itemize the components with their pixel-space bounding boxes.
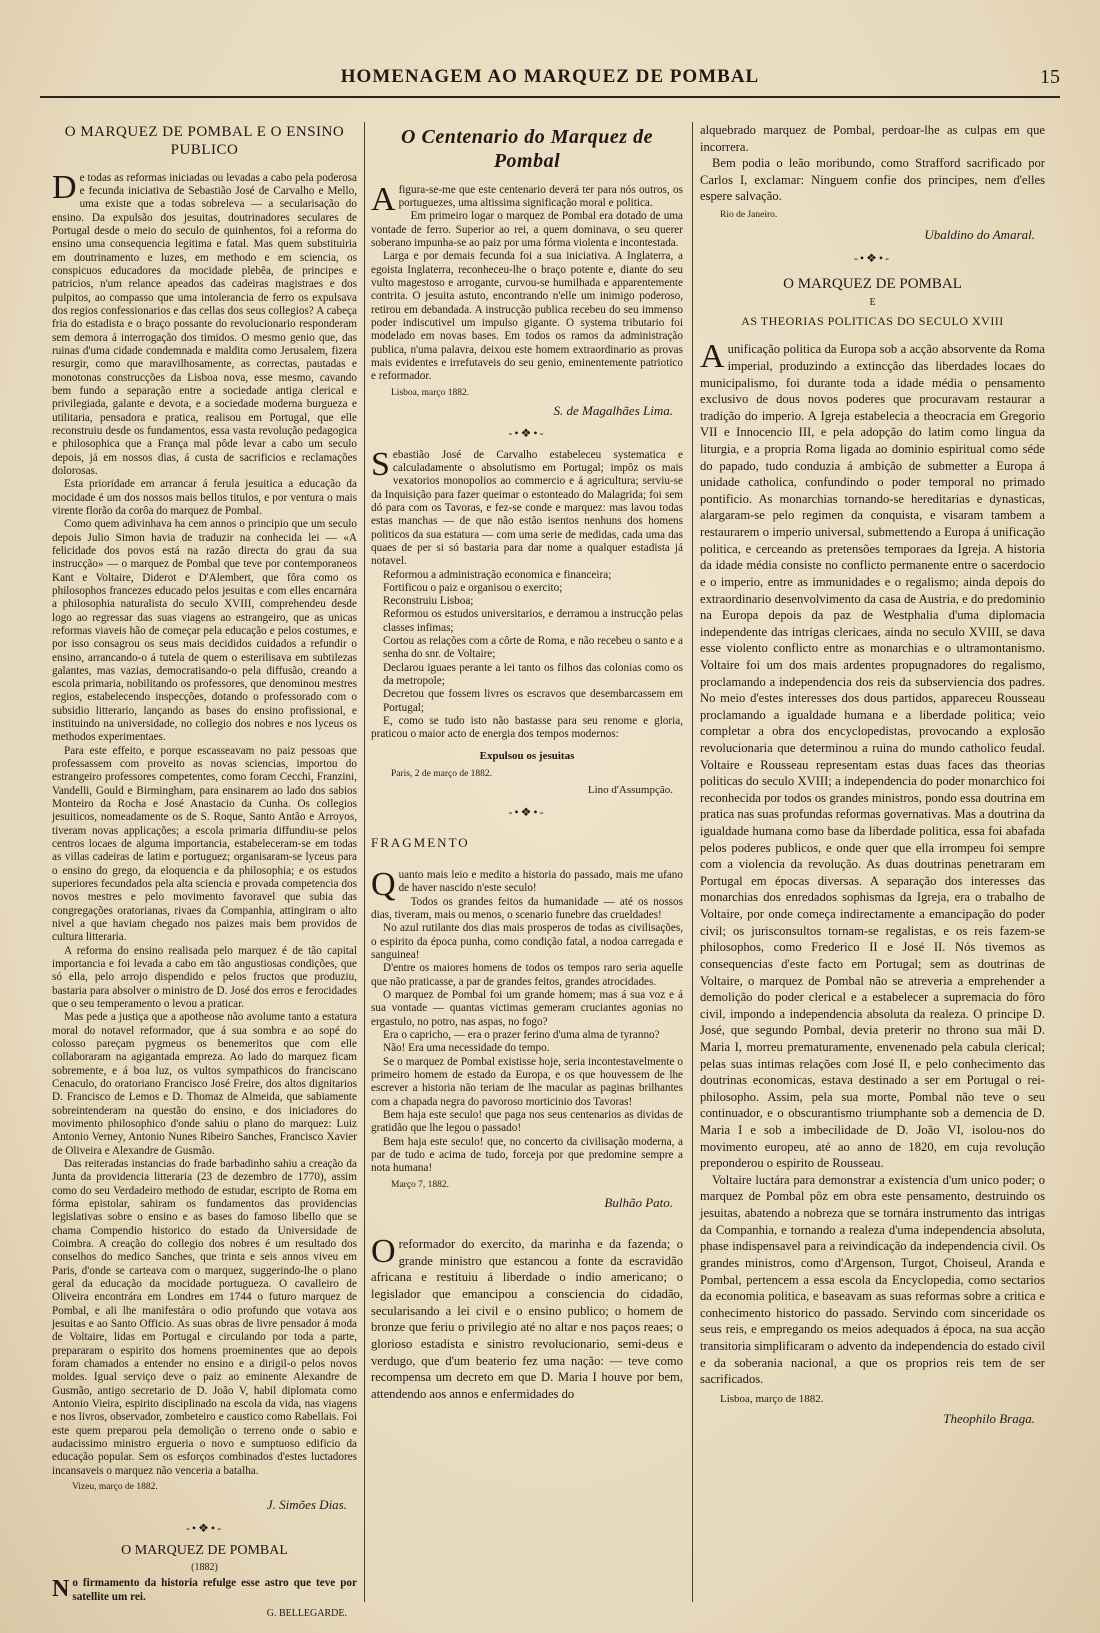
paragraph: D'entre os maiores homens de todos os tempos raro seria aquelle que não praticasse, a par de grandes feitos, grandes atrocidades. [371,962,683,988]
author-signature: G. BELLEGARDE. [266,1608,347,1620]
drop-cap: S [371,445,390,483]
drop-cap: A [700,338,725,376]
paragraph: Oreformador do exercito, da marinha e da fazenda; o grande ministro que estancou a fonte da escravidão africana e restituiu á liberdade o indio americano; o legislador que emancipou a consciencia do cidadão, secularisando a lei civil e o ensino publico; o homem de bronze que feriu o privilegio até no altar e nos paços reaes; o glorioso estadista e sinistro revolucionario, semi-deus e verdugo, que d'um beaterio fez uma nação: — teve como recompensa um decreto em que D. Maria I houve por bem, attendendo aos annos e enfermidades do [371,1233,683,1401]
drop-cap: N [52,1576,70,1603]
author-signature: J. Simões Dias. [266,1497,347,1513]
paragraph: Quanto mais leio e medito a historia do passado, mais me ufano de haver nascido n'este seculo! [371,865,683,903]
paragraph: O marquez de Pombal foi um grande homem; mas á sua voz e á sua vontade — quantas victimas gemeram cruciantes agonias no ergastulo, no potro, nas aspas, no fogo? [371,988,683,1028]
header-title: HOMENAGEM AO MARQUEZ DE POMBAL [340,66,760,87]
paragraph: Das reiteradas instancias do frade barbadinho sahiu a creação da Junta da providencia litteraria (23 de dezembro de 1770), assim como do seu Verdadeiro methodo de estudar, escripto de Roma em fórma epistolar, sahiram os fundamentos das providencias legislativas sobre o ensino e as bases do famoso libello que se chama Compendio historico do estado da Universidade de Coimbra. A creação do collegio dos nobres é um resultado dos conselhos do medico Sanches, que trinta e seis annos viveu em Paris, d'onde se carteava com o marquez, suggerindo-lhe o plano geral da educação da mocidade portugueza. O cavalleiro de Oliveira encontrára em Londres em 1744 o futuro marquez de Pombal, e ali lhe manifestára o odio profundo que votava aos jesuitas e ao Santo Officio. As suas obras de livre pensador á moda de Voltaire, lidas em Portugal e circulando por toda a parte, prepararam o espirito dos homens proeminentes que ao depois foram chamados a entender no ensino e a dirigil-o pelos novos moldes. Igual serviço deve o paiz ao eminente Alexandre de Gusmão, antigo secretario de D. João V, habil diplomata como Antonio Vieira, espirito disciplinado na escola da vida, nas viagens e nos livros, observador, zombeteiro e caustico como Rabellais. Foi este quem preparou pela demolição o terreno onde o sabio e audacissimo ministro ergueria o novo e sumptuoso edificio da educação popular. Sem os esforços combinados d'estes luctadores incansaveis o marquez não venceria a batalha. [52,1157,357,1477]
drop-cap: O [371,1233,396,1271]
list-item: Cortou as relações com a côrte de Roma, e não recebeu o santo e a senha do snr. de Voltaire; [383,635,683,661]
list-item: Fortificou o paiz e organisou o exercito; [383,581,563,594]
paragraph: Bem haja este seculo! que paga nos seus centenarios as dividas de gratidão que lhe legou o passado! [371,1108,683,1135]
author-signature: Lino d'Assumpção. [587,784,673,797]
column-1 [52,122,357,1620]
list-item: Decretou que fossem livres os escravos que desembarcassem em Portugal; [383,688,683,714]
paragraph: Sebastião José de Carvalho estabeleceu systematica e calculadamente o absolutismo em Portugal; impôz os mais vexatorios monopolios ao commercio e á agricultura; serviu-se da Inquisição para fazer queimar o estonteado do Malagrida; foi sem dó para com os Tavoras, e fez-se conde e marquez: mas lavou todas estas manchas — de que não estão isentos nenhuns dos homens politicos da sua estatura — com uma serie de medidas, cada uma das quaes de per si só bastaria para dar nome a qualquer estadista já notavel. [371,445,683,568]
drop-cap: A [371,180,396,218]
paragraph: Larga e por demais fecunda foi a sua iniciativa. A Inglaterra, a egoista Inglaterra, reconheceu-lhe o braço potente e, diante do seu vulto magestoso e arrogante, curvou-se humilhada e apparentemente contrita. O jesuita astuto, encontrando n'elle um inimigo poderoso, retirou em debandada. A instrucção publica recebeu do seu immenso poder indiscutivel um impulso gigante. O systema tributario foi modelado em novas bases. Em todos os ramos da administração publica, n'uma palavra, deixou este homem extraordinario as provas mais evidentes e irrefutaveis do seu genio, eminentemente patriotico e reformador. [371,250,683,383]
list-item: Declarou iguaes perante a lei tanto os filhos das colonias como os da metropole; [383,661,683,688]
paragraph: E, como se tudo isto não bastasse para seu renome e gloria, praticou o maior acto de energia dos tempos modernos: [371,715,683,741]
dateline: Vizeu, março de 1882. [72,1481,158,1492]
dateline: Março 7, 1882. [391,1179,450,1190]
running-header [40,62,1060,98]
article-heading-ensino: O MARQUEZ DE POMBAL E O ENSINO PUBLICO [64,124,345,158]
paragraph: Não! Era uma necessidade do tempo. [383,1042,550,1055]
author-signature: Theophilo Braga. [943,1411,1035,1427]
paragraph: Para este effeito, e porque escasseavam no paiz pessoas que professassem com proveito as novas sciencias, importou do estrangeiro professores competentes, como foram Cecchi, Franzini, Vandelli, Gould e Birmingham, para ensinarem ao lado dos sabios Monteiro da Rocha e José Anastacio da Cunha. Os collegios jesuiticos, nomeadamente os de S. Roque, Santo Antão e Arroyos, tiveram novas applicações; a escola primaria diffundiu-se pelos centros locaes de alguma importancia, estabeleceram-se em todas as villas cadeiras de latim e portuguez; organisaram-se lyceus para o ensino do grego, da eloquencia e da philosophia; e os estudos superiores fecundados pela alta sciencia e provada competencia dos novos mestres e pelo movimento favoravel que subia das congregações oratorianas, rivaes da Companhia, attingiram o alto nivel a que haviam chegado nos paizes mais bem providos de cultura litteraria. [52,744,357,944]
article-heading-bellegarde: O MARQUEZ DE POMBAL [121,1542,288,1558]
column-2 [371,122,683,1612]
article-heading-fragmento: FRAGMENTO [371,835,470,851]
paragraph: Era o capricho, — era o prazer ferino d'uma alma de tyranno? [383,1028,660,1041]
article-heading-conjunction: E [869,297,876,309]
paragraph: De todas as reformas iniciadas ou levadas a cabo pela poderosa e fecunda iniciativa de Sebastião José de Carvalho e Mello, uma existe que a todas sobreleva — a secularisação do ensino. Da expulsão dos jesuitas, doutrinadores seculares de Portugal desde o meio do seculo de quinhentos, foi a reforma do ensino uma consequencia legitima e fatal. Mas quem substituiria em doutrinamento e luzes, em methodo e em sciencia, os conspicuos educadores da mocidade plebêa, de principes e patricios, n'um relance apeados das cadeiras magistraes e dos pulpitos, ao compasso que uma intolerancia de ferro os expulsava dos regios confessionarios e das cellas dos seus collegios? A cabeça fria do estadista e o braço possante do revolucionario responderam sem demora á interrogação dos timidos. O mesmo genio que, das ruinas d'uma cidade condemnada e maldita como Jerusalem, fizera resurgir, como que maravilhosamente, as correctas, pautadas e monotonas construcções da Lisboa nova, esse mesmo, cavando bem fundo a separação entre a sociedade antiga clerical e privilegiada, galante e devota, e a sociedade moderna burgueza e utilitaria, pensadora e pratica, realisou em Portugal, que elle reconstruiu desde os fundamentos, essa vasta revolução pedagogica e philosophica que a França mal pôde levar a cabo um seculo depois, já em nossos dias, á custa de sacrificios e reclamações dolorosas. [52,168,357,477]
paragraph: Aunificação politica da Europa sob a acção absorvente da Roma imperial, produzindo a extincção das liberdades locaes do municipalismo, foi durante toda a idade média o pensamento exclusivo de dous novos poderes que procuravam restaurar a tradição do imperio. A Igreja estabelecia a theocracia em Gregorio VII e Innocencio III, e pela adopção do latim como lingua da liturgia, e a propria Roma ligada ao dominio espiritual como séde do papado, tudo conduzia á ambição de submetter a Europa á unidade catholica, confundindo o poder temporal no primado pontificio. As monarchias tornando-se hereditarias e dynasticas, alargaram-se pelo regimen da conquista, e visaram tambem a restaurarem o imperio universal, submettendo a Europa á unificação politica, e cerceando as pretensões temporaes da Igreja. A historia da idade média consiste no conflicto permanente entre o sacerdocio e o imperio, entre as immunidades e o regalismo; ainda depois do extraordinario desenvolvimento da casa de Austria, e do predominio na Europa depois da paz de Westphalia d'uma diplomacia independente das intrigas clericaes, ainda no seculo XVIII, se dava esse violento conflicto entre as monarchias e o ultramontanismo. Voltaire foi um dos mais ardentes propugnadores do regalismo, proclamando a independencia dos reis da subserviencia dos padres. No meio d'estes interesses dos dous partidos, appareceu Rousseau proclamando a igualdade humana e a liberdade politica; veio completar a obra dos encyclopedistas, provocando a explosão revolucionaria que determinou a ruina do mundo catholico feudal. Voltaire e Rousseau representam estas duas faces das theorias politicas do seculo XVIII; a independencia do poder monarchico foi reconhecida por todos os grandes ministros, pondo essa doutrina em pratica nas suas profundas reformas governativas. Mas a doutrina da igualdade humana como base da liberdade politica, essa foi abafada pelos poderes publicos, e onde quer que ella irrompeu foi sempre com a violencia da revolução. As duas doutrinas penetraram em Portugal em épocas diversas. A separação dos interesses das monarchias dos enredados sophismas da Igreja, era o trabalho de Voltaire, por onde começa indirectamente a emancipação do poder civil; os jurisconsultos tornam-se regalistas, e os reis fazem-se philosophos, como Frederico II e José II. Nós tivemos as consequencias d'este facto em Portugal; sem as doutrinas de Voltaire, o marquez de Pombal não se atreveria a emprehender a demolição do poder clerical e a estabelecer a supremacia do fôro civil, impondo a independencia absoluta da realeza. O principe D. José, que segundo Pombal, devia preterir no throno sua mãi D. Maria I, morreu prematuramente, envenenado pela cabula clerical; pelas suas intimas relações com José II, e pelo conhecimento das doutrinas economicas, estava destinado a ser em Portugal o rei-philosopho. Assim, pela sua morte, Pombal não teve o seu continuador, e o obscurantismo triumphante sob a demencia de D. Maria I e sob a imbecilidade de D. João VI, isolou-nos do movimento europeu, até ao anno de 1820, em cuja revolução preponderou o espirito de Rousseau. [700,338,1045,1171]
paragraph: Em primeiro logar o marquez de Pombal era dotado de uma vontade de ferro. Superior ao rei, a quem dominava, o seu querer soberano impunha-se ao paiz por uma fórma violenta e incontestada. [371,210,683,249]
article-subheading: (1882) [191,1561,218,1573]
article-subheading: AS THEORIAS POLITICAS DO SECULO XVIII [741,313,1004,328]
list-item: Reformou a administração economica e financeira; [383,568,612,581]
article-heading-theorias: O MARQUEZ DE POMBAL [783,275,962,292]
article-heading-centenario: O Centenario do Marquez de Pombal [401,126,653,172]
paragraph: Se o marquez de Pombal existisse hoje, seria incontestavelmente o primeiro homem de estado da Europa, e os que houvessem de lhe escrever a historia não teriam de lhe macular as paginas brilhantes com a chapada negra do pavoroso morticinio dos Tavoras! [371,1055,683,1108]
ornament-separator: -•❖•- [508,426,546,441]
paragraph: A reforma do ensino realisada pelo marquez é de tão capital importancia e foi levada a cabo em tão angustiosas condições, que só ella, pelo arrojo dispendido e pelos fructos que produziu, bastaria para absolver o ministro de D. José dos erros e ferocidades que o seu temperamento o levou a praticar. [52,944,357,1011]
paragraph: alquebrado marquez de Pombal, perdoar-lhe as culpas em que incorrera. [700,123,1045,154]
emphasis-line: Expulsou os jesuitas [479,749,575,762]
author-signature: Bulhão Pato. [604,1194,673,1210]
ornament-separator: -•❖•- [185,1520,224,1535]
author-signature: S. de Magalhães Lima. [553,402,673,418]
dateline: Paris, 2 de março de 1882. [391,768,493,779]
list-item: Reconstruiu Lisboa; [383,595,474,608]
author-signature: Ubaldino do Amaral. [924,226,1035,242]
ornament-separator: -•❖•- [508,805,546,820]
drop-cap: D [52,168,77,206]
paragraph: Bem haja este seculo! que, no concerto da civilisação moderna, a par de tudo e acima de tudo, forceja por que predomine sempre a nota humana! [371,1135,683,1175]
paragraph: Afigura-se-me que este centenario deverá ter para nós outros, os portuguezes, uma altissima significação moral e politica. [371,180,683,218]
dateline: Lisboa, março de 1882. [720,1392,824,1405]
list-item: Reformou os estudos universitarios, e derramou a instrucção pelas classes infimas; [383,608,683,634]
paragraph: Mas pede a justiça que a apotheose não avolume tanto a estatura moral do notavel reformador, que á sua sombra e ao sopé do colosso pareçam pygmeus os benemeritos que com elle collaboraram na agigantada empreza. Ao lado do marquez ficam sobremente, e á boa luz, os vultos sympathicos do franciscano Cenaculo, do oratoriano Francisco José Freire, dos altos dignitarios D. Francisco de Lemos e D. Thomaz de Almeida, que sabiamente sobreintenderam na questão do ensino, e dos iniciadores do movimento philosophico d'onde sahiu o plano do marquez: Luiz Antonio Verney, Antonio Nunes Ribeiro Sanches, Francisco Xavier de Oliveira e Alexandre de Gusmão. [52,1011,357,1157]
paragraph: Todos os grandes feitos da humanidade — até os nossos dias, tiveram, mais ou menos, o scenario funebre das crueldades! [371,895,683,921]
paragraph: Bem podia o leão moribundo, como Strafford sacrificado por Carlos I, exclamar: Ninguem confie dos principes, nem d'elles espere salvação. [700,156,1045,204]
paragraph: Esta prioridade em arrancar á ferula jesuitica a educação da mocidade é um dos nossos mais bellos titulos, e por ventura o mais virente florão da corôa do marquez de Pombal. [52,478,357,517]
paragraph: Como quem adivinhava ha cem annos o principio que um seculo depois Julio Simon havia de traduzir na conhecida lei — «A felicidade dos povos está na razão directa do grau da sua instrucção» — o marquez de Pombal que teve por contemporaneos Kant e Voltaire, Diderot e D'Alembert, que fôra como os philosophos francezes educado pelos jesuitas e com elles encarnára a philosophia naturalista do seculo XVIII, comprehendeu desde logo ao regressar das suas viagens ao estrangeiro, que as unicas reformas viaveis hão de começar pela educação e pelos costumes, e por isso consagrou os seus mais decididos cuidados a refundir o ensino, arrancando-o á tutela de quem o esterilisava em subtilezas galantes, mas vazias, democratisando-o pela diffusão, creando a escola primaria, nobilitando os professores, que denominou mestres regios, estabelecendo inspecções, dotando o professorado com o subsidio litterario, lançando as bases do ensino profissional, e instituindo na universidade, no collegio dos nobres e nos lyceus os methodos experimentaes. [52,518,357,744]
paragraph: Voltaire luctára para demonstrar a existencia d'um unico poder; o marquez de Pombal pôz em obra este pensamento, destruindo os jesuitas, abatendo a nobreza que se tornára instrumento das intrigas da Companhia, e tornando a realeza d'uma independencia absoluta, phase indispensavel para a reivindicação da independencia civil. Os grandes ministros, como d'Argenson, Turgot, Choiseul, Aranda e Pombal, pertencem a essa escola da Encyclopedia, como sectarios da economia politica, e baseavam as suas reformas sobre a critica e conhecimento historico do passado. Servindo com sinceridade os seus reis, e empregando os meios adequados á época, na sua acção transitoria simplificaram o advento da independencia do estado civil e da soberania nacional, a que os proprios reis tem de ser sacrificados. [700,1172,1045,1387]
paragraph: No azul rutilante dos dias mais prosperos de todas as civilisações, o espirito da época punha, como condição fatal, a nodoa carregada e sanguinea! [371,922,683,961]
dateline: Rio de Janeiro. [720,210,778,221]
ornament-separator: -•❖•- [853,250,892,265]
dateline: Lisboa, março 1882. [391,387,470,398]
page-number: 15 [1040,66,1060,88]
column-rule-1 [364,122,365,1602]
paragraph: No firmamento da historia refulge esse astro que teve por satellite um rei. [52,1576,357,1603]
drop-cap: Q [371,865,396,903]
column-rule-2 [692,122,693,1602]
column-3 [700,122,1045,1612]
